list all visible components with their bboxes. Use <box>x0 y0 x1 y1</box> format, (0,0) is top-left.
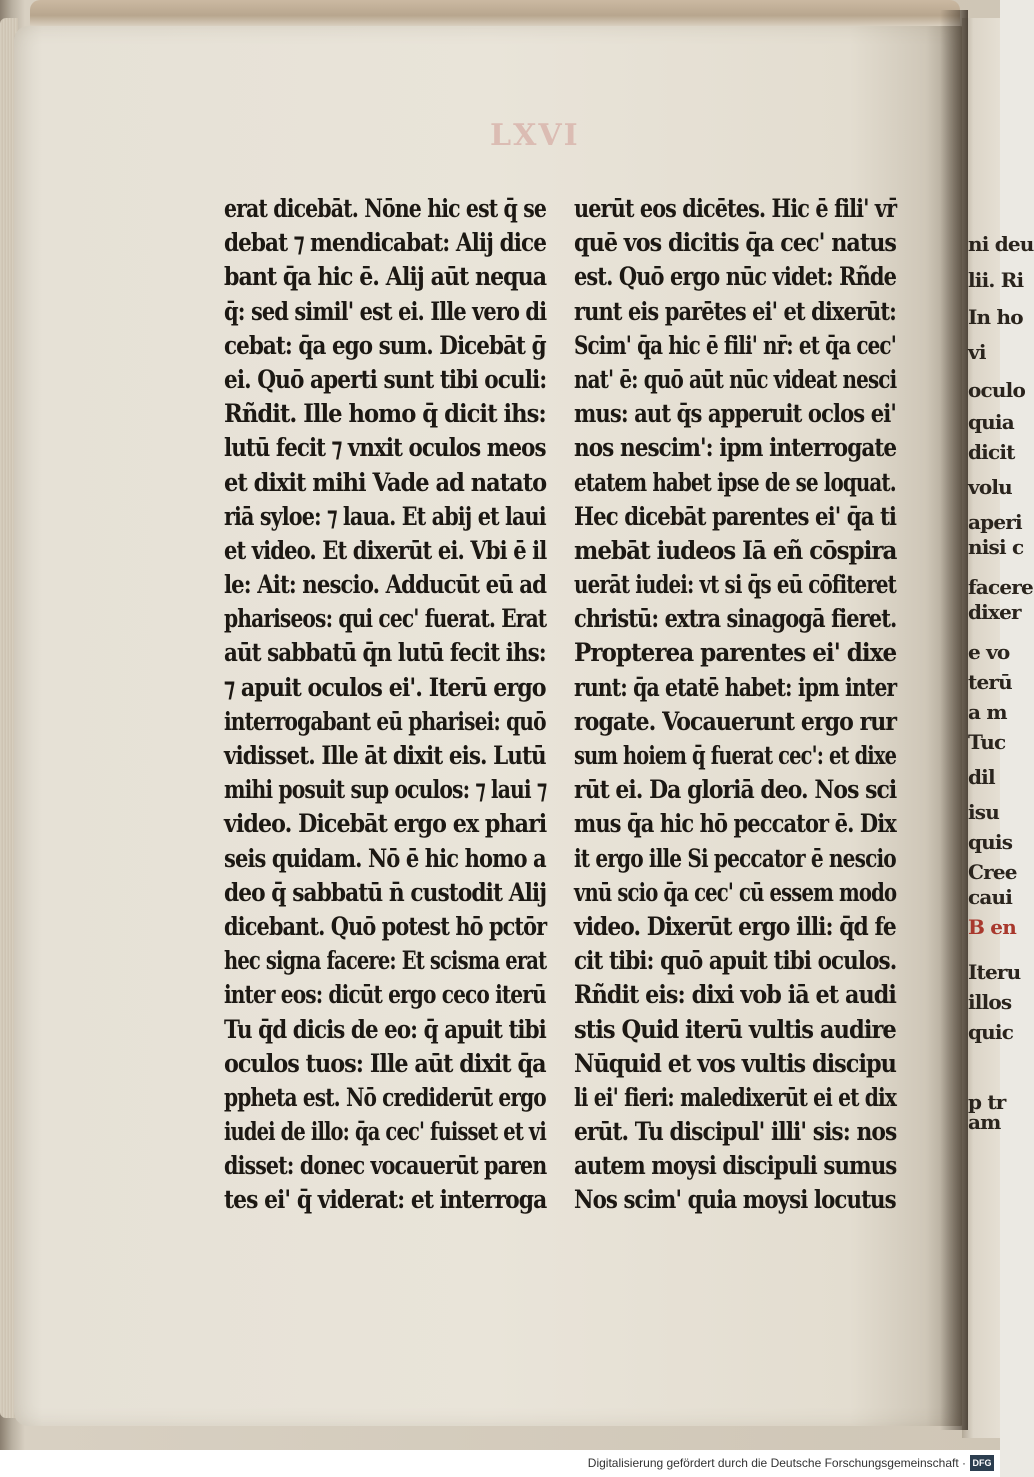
text-line: rogate. Vocauerunt ergo rur <box>574 706 897 737</box>
text-line: oculos tuos: Ille aūt dixit q̄a <box>224 1048 546 1079</box>
text-line: Propterea parentes ei' dixe <box>574 638 897 669</box>
text-line: Tu q̄d dicis de eo: q̄ apuit tibi <box>224 1014 546 1045</box>
facing-text-fragment: ni deu <box>968 232 1034 256</box>
facing-text-fragment: am <box>968 1110 1001 1134</box>
text-line: quē vos dicitis q̄a cec' natus <box>574 228 896 259</box>
facing-text-fragment: Tuc <box>968 730 1006 754</box>
text-line: runt: q̄a etatē habet: ipm inter <box>574 672 897 703</box>
text-line: Scim' q̄a hic ē fili' nr̄: et q̄a cec' <box>574 330 896 361</box>
facing-text-fragment: oculo <box>968 378 1025 402</box>
text-line: nos nescim': ipm interrogate <box>574 433 897 464</box>
text-line: Nos scim' quia moysi locutus <box>574 1185 896 1216</box>
facing-text-fragment: volu <box>968 475 1012 499</box>
text-line: riā syloe: ⁊ laua. Et abij et laui <box>224 501 546 532</box>
text-line: nat' ē: quō aūt nūc videat nesci <box>574 364 897 395</box>
text-line: ppheta est. Nō crediderūt ergo <box>224 1082 546 1113</box>
text-line: bant q̄a hic ē. Alij aūt nequa <box>224 262 547 293</box>
text-line: Rñdit. Ille homo q̄ dicit ihs: <box>224 399 546 430</box>
text-line: vnū scio q̄a cec' cū essem modo <box>574 877 897 908</box>
text-line: ei. Quō aperti sunt tibi oculi: <box>224 364 547 395</box>
facing-text-fragment: In ho <box>968 305 1023 329</box>
text-line: et dixit mihi Vade ad natato <box>224 467 547 498</box>
facing-text-fragment: dicit <box>968 440 1015 464</box>
text-line: phariseos: qui cec' fuerat. Erat <box>224 604 547 635</box>
footer-bar <box>0 1450 1000 1477</box>
text-line: inter eos: dicūt ergo ceco iterū <box>224 980 546 1011</box>
facing-text-fragment: quia <box>968 410 1014 434</box>
facing-text-fragment: a m <box>968 700 1007 724</box>
text-line: ⁊ apuit oculos ei'. Iterū ergo <box>224 672 546 703</box>
page-top-edge <box>30 0 960 26</box>
text-line: interrogabant eū pharisei: quō <box>224 706 546 737</box>
text-line: Rñdit eis: dixi vob iā et audi <box>574 980 896 1011</box>
text-line: lutū fecit ⁊ vnxit oculos meos <box>224 433 546 464</box>
facing-text-fragment: quic <box>968 1020 1014 1044</box>
text-column-right <box>574 192 897 1218</box>
facing-text-fragment: caui <box>968 885 1013 909</box>
text-line: autem moysi discipuli sumus <box>574 1151 897 1182</box>
text-line: cebat: q̄a ego sum. Dicebāt ḡ <box>224 330 546 361</box>
text-line: cit tibi: quō apuit tibi oculos. <box>574 946 897 977</box>
text-line: video. Dicebāt ergo ex phari <box>224 809 547 840</box>
text-line: etatem habet ipse de se loquat. <box>574 467 896 498</box>
facing-text-fragment: quis <box>968 830 1013 854</box>
facing-text-fragment: B en <box>968 915 1016 939</box>
text-line: christū: extra sinagogā fieret. <box>574 604 897 635</box>
facing-text-fragment: nisi c <box>968 535 1024 559</box>
text-line: iudei de illo: q̄a cec' fuisset et vi <box>224 1117 546 1148</box>
facing-text-fragment: vi <box>968 340 986 364</box>
text-line: le: Ait: nescio. Adducūt eū ad <box>224 570 547 601</box>
text-line: aūt sabbatū q̄n lutū fecit ihs: <box>224 638 546 669</box>
text-line: vidisset. Ille āt dixit eis. Lutū <box>224 741 546 771</box>
text-line: runt eis parētes ei' et dixerūt: <box>574 296 896 327</box>
text-line: q̄: sed simil' est ei. Ille vero di <box>224 296 547 327</box>
footer-credit: Digitalisierung gefördert durch die Deutsche Forschungsgemeinschaft · <box>587 1456 966 1470</box>
text-line: uerāt iudei: vt si q̄s eū cōfiteret <box>574 570 896 601</box>
facing-text-fragment: isu <box>968 800 999 824</box>
text-line: debat ⁊ mendicabat: Alij dice <box>224 228 546 259</box>
facing-text-fragment: lii. Ri <box>968 268 1024 292</box>
facing-text-fragment: dixer <box>968 600 1021 624</box>
facing-text-fragment: aperi <box>968 510 1022 534</box>
facing-text-fragment: Iteru <box>968 960 1021 984</box>
text-line: tes ei' q̄ viderat: et interroga <box>224 1185 547 1216</box>
text-line: it ergo ille Si peccator ē nescio <box>574 843 896 874</box>
text-line: est. Quō ergo nūc videt: Rñde <box>574 262 897 293</box>
facing-text-fragment: Cree <box>968 860 1017 884</box>
dfg-logo-icon: DFG <box>970 1455 994 1471</box>
text-line: video. Dixerūt ergo illi: q̄d fe <box>574 911 896 942</box>
facing-text-fragment: p tr <box>968 1090 1006 1114</box>
text-line: deo q̄ sabbatū n̄ custodit Alij <box>224 877 547 908</box>
text-line: mus: aut q̄s apperuit oclos ei' <box>574 399 896 430</box>
text-line: mebāt iudeos Iā eñ cōspira <box>574 535 897 566</box>
text-line: Nūquid et vos vultis discipu <box>574 1048 896 1079</box>
folio-number: LXVI <box>490 118 580 153</box>
text-line: erūt. Tu discipul' illi' sis: nos <box>574 1117 897 1148</box>
facing-text-fragment: e vo <box>968 640 1010 664</box>
gutter-shadow <box>940 10 968 1430</box>
text-line: dicebant. Quō potest hō pctōr <box>224 911 547 942</box>
text-line: mus q̄a hic hō peccator ē. Dix <box>574 809 896 840</box>
facing-text-fragment: illos <box>968 990 1012 1014</box>
text-line: mihi posuit sup oculos: ⁊ laui ⁊ <box>224 775 547 806</box>
facing-text-fragment: terū <box>968 670 1012 694</box>
text-line: et video. Et dixerūt ei. Vbi ē il <box>224 535 547 566</box>
text-line: rūt ei. Da gloriā deo. Nos sci <box>574 775 897 806</box>
facing-text-fragment: facere <box>968 575 1033 599</box>
text-line: Hec dicebāt parentes ei' q̄a ti <box>574 501 897 532</box>
facing-text-fragment: dil <box>968 765 995 789</box>
text-column-left <box>224 192 547 1218</box>
text-line: li ei' fieri: maledixerūt ei et dix <box>574 1082 897 1113</box>
text-line: disset: donec vocauerūt paren <box>224 1151 547 1182</box>
text-line: stis Quid iterū vultis audire <box>574 1014 896 1045</box>
text-line: seis quidam. Nō ē hic homo a <box>224 843 546 874</box>
text-line: erat dicebāt. Nōne hic est q̄ se <box>224 194 547 224</box>
text-line: uerūt eos dicētes. Hic ē fili' vr̄ <box>574 194 897 224</box>
text-line: hec signa facere: Et scisma erat <box>224 946 547 977</box>
text-line: sum hoiem q̄ fuerat cec': et dixe <box>574 741 897 771</box>
